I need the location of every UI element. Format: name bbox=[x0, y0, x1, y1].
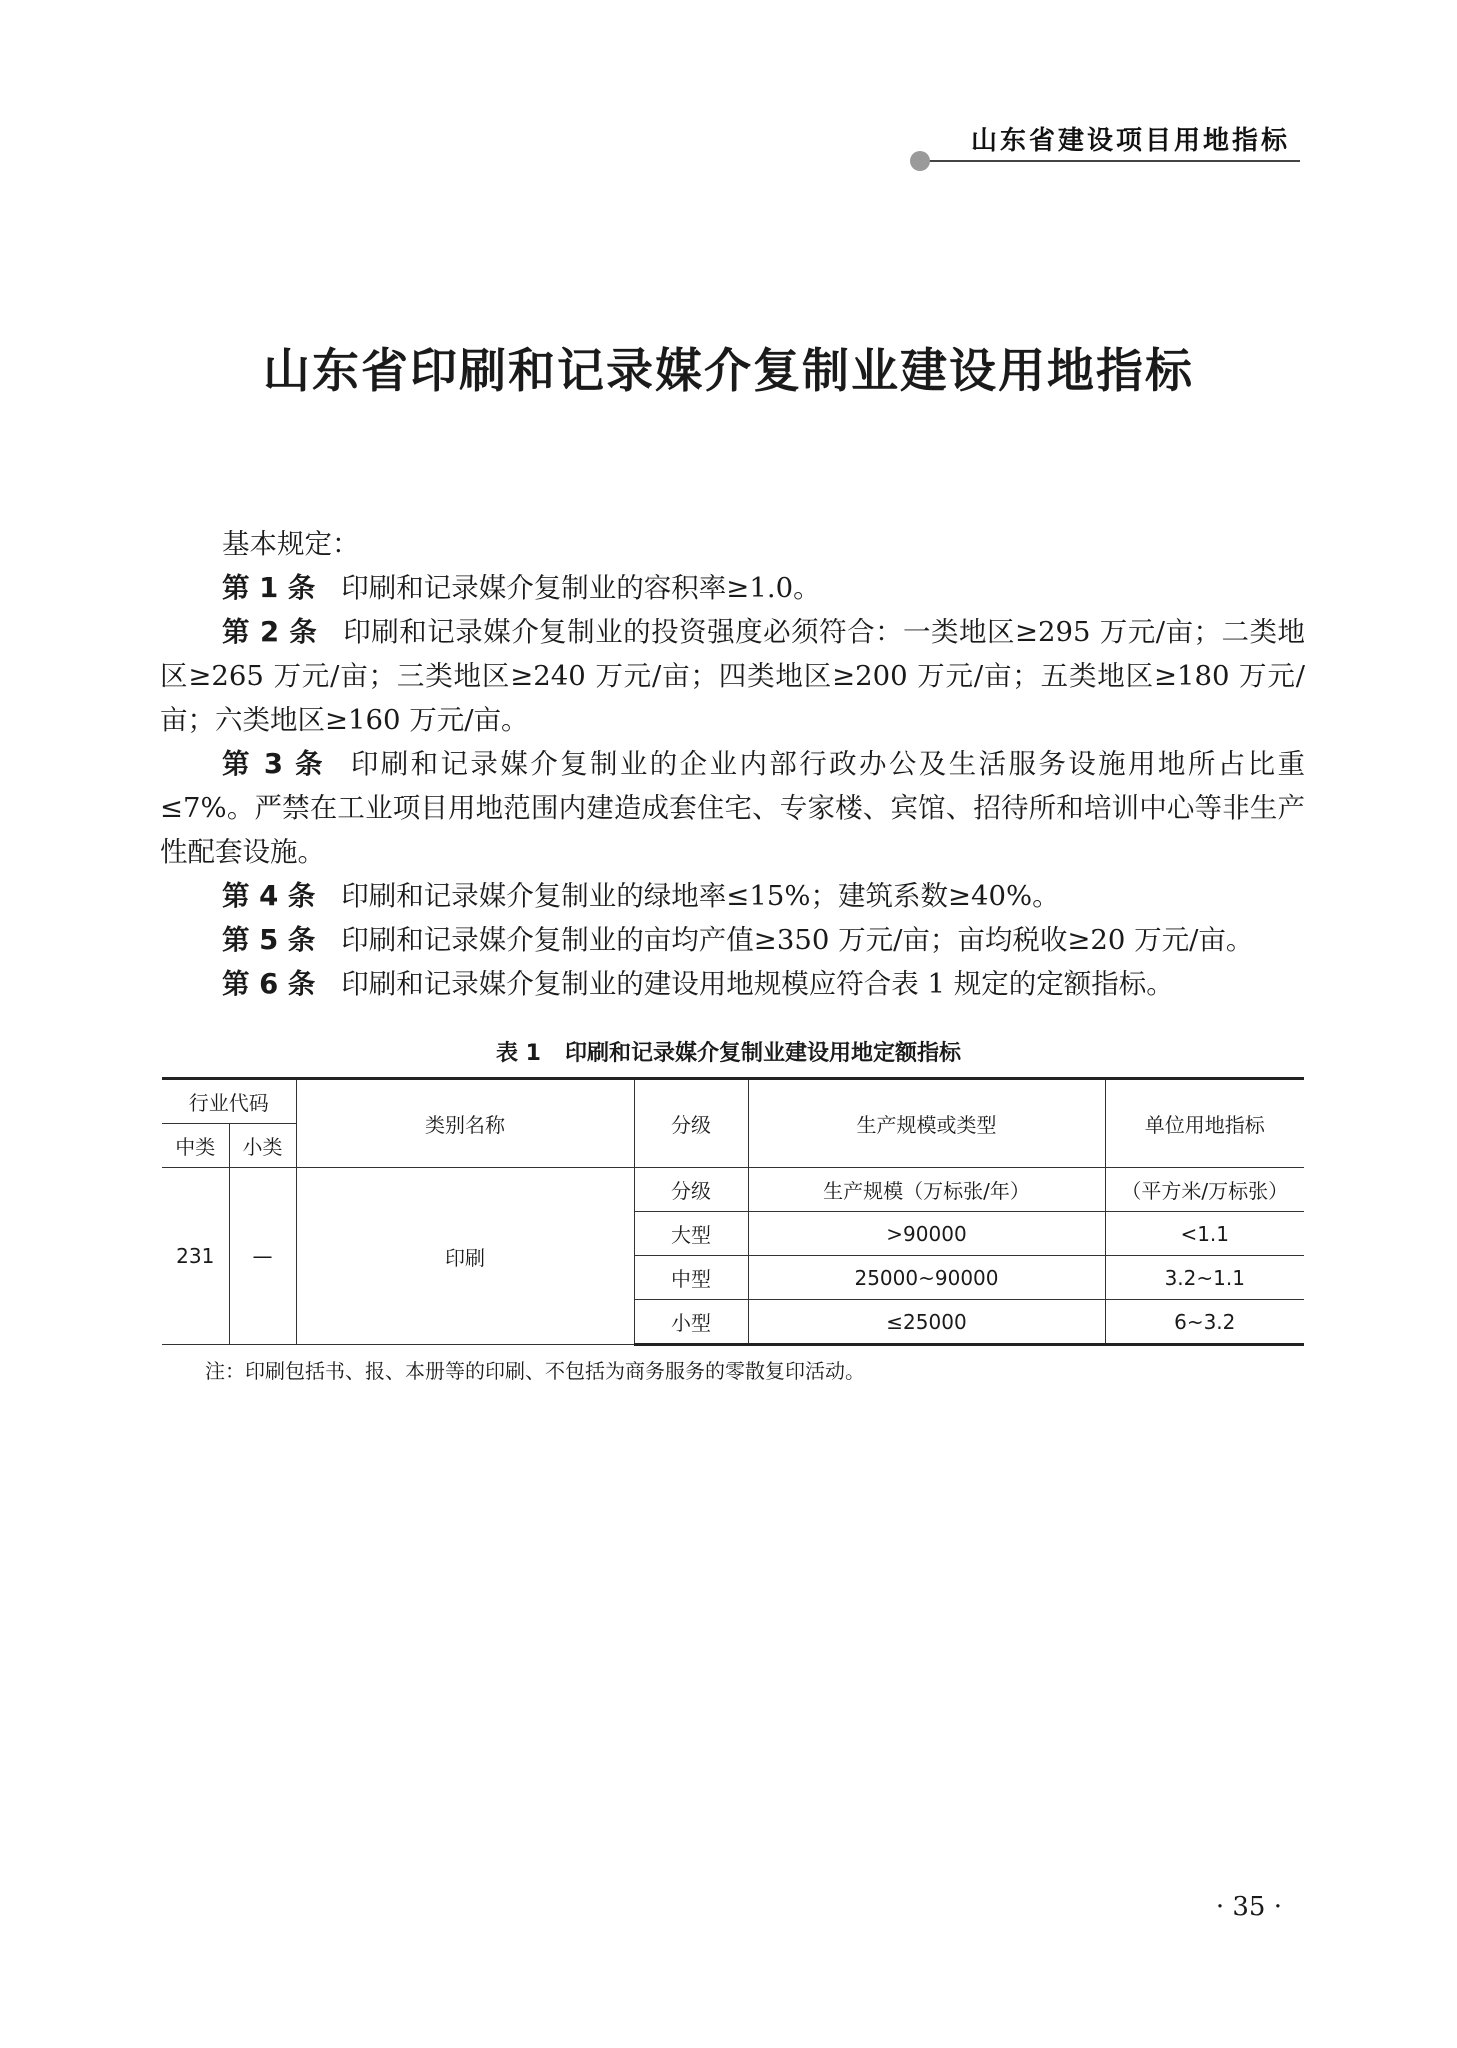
page-number: · 35 · bbox=[1215, 1892, 1282, 1922]
article-number: 第 2 条 bbox=[222, 616, 318, 648]
land-use-quota-table bbox=[162, 1077, 1304, 1346]
article-number: 第 6 条 bbox=[222, 968, 316, 1000]
article-number: 第 5 条 bbox=[222, 924, 316, 956]
article-text: 印刷和记录媒介复制业的绿地率≤15%；建筑系数≥40%。 bbox=[341, 880, 1060, 912]
article-2 bbox=[160, 610, 1305, 742]
header-grade: 分级 bbox=[634, 1079, 748, 1168]
cell-grade: 大型 bbox=[634, 1212, 748, 1256]
cell-index: （平方米/万标张） bbox=[1105, 1168, 1304, 1212]
article-text: 印刷和记录媒介复制业的亩均产值≥350 万元/亩；亩均税收≥20 万元/亩。 bbox=[341, 924, 1254, 956]
article-1 bbox=[160, 566, 1305, 610]
article-number: 第 4 条 bbox=[222, 880, 316, 912]
table-note: 注：印刷包括书、报、本册等的印刷、不包括为商务服务的零散复印活动。 bbox=[205, 1359, 865, 1383]
running-head-rule bbox=[922, 160, 1300, 162]
cell-scale: 生产规模（万标张/年） bbox=[748, 1168, 1105, 1212]
cell-scale: ≤25000 bbox=[748, 1300, 1105, 1345]
article-text: 印刷和记录媒介复制业的企业内部行政办公及生活服务设施用地所占比重≤7%。严禁在工业项目用地范围内建造成套住宅、专家楼、宾馆、招待所和培训中心等非生产性配套设施。 bbox=[160, 748, 1305, 868]
article-5 bbox=[160, 918, 1305, 962]
header-category-name: 类别名称 bbox=[296, 1079, 634, 1168]
header-industry-code: 行业代码 bbox=[162, 1079, 296, 1124]
header-mid-class: 中类 bbox=[162, 1124, 229, 1168]
cell-category-name: 印刷 bbox=[296, 1168, 634, 1345]
bullet-dot-icon bbox=[910, 151, 930, 171]
intro-label: 基本规定： bbox=[222, 528, 360, 560]
article-text: 印刷和记录媒介复制业的投资强度必须符合：一类地区≥295 万元/亩；二类地区≥265 万元/亩；三类地区≥240 万元/亩；四类地区≥200 万元/亩；五类地区≥180 万元/亩；六类地区≥160 万元/亩。 bbox=[160, 616, 1305, 736]
cell-index: <1.1 bbox=[1105, 1212, 1304, 1256]
cell-scale: >90000 bbox=[748, 1212, 1105, 1256]
cell-grade: 中型 bbox=[634, 1256, 748, 1300]
header-unit-index: 单位用地指标 bbox=[1105, 1079, 1304, 1168]
article-number: 第 3 条 bbox=[222, 748, 325, 780]
table-caption-text: 印刷和记录媒介复制业建设用地定额指标 bbox=[564, 1041, 961, 1066]
regulation-body bbox=[160, 522, 1305, 1006]
cell-sub-class: — bbox=[229, 1168, 296, 1345]
table-header-row bbox=[162, 1079, 1304, 1124]
page-title: 山东省印刷和记录媒介复制业建设用地指标 bbox=[263, 344, 1194, 399]
article-6 bbox=[160, 962, 1305, 1006]
header-sub-class: 小类 bbox=[229, 1124, 296, 1168]
article-number: 第 1 条 bbox=[222, 572, 316, 604]
cell-scale: 25000~90000 bbox=[748, 1256, 1105, 1300]
article-3 bbox=[160, 742, 1305, 874]
cell-index: 3.2~1.1 bbox=[1105, 1256, 1304, 1300]
header-scale: 生产规模或类型 bbox=[748, 1079, 1105, 1168]
cell-mid-class: 231 bbox=[162, 1168, 229, 1345]
table-caption-number: 表 1 bbox=[496, 1041, 541, 1066]
article-4 bbox=[160, 874, 1305, 918]
table-caption bbox=[0, 1036, 1457, 1067]
running-head-text: 山东省建设项目用地指标 bbox=[970, 126, 1290, 156]
article-text: 印刷和记录媒介复制业的建设用地规模应符合表 1 规定的定额指标。 bbox=[341, 968, 1174, 1000]
cell-index: 6~3.2 bbox=[1105, 1300, 1304, 1345]
table-row bbox=[162, 1168, 1304, 1212]
running-head bbox=[910, 120, 1300, 166]
cell-grade: 分级 bbox=[634, 1168, 748, 1212]
article-text: 印刷和记录媒介复制业的容积率≥1.0。 bbox=[341, 572, 821, 604]
cell-grade: 小型 bbox=[634, 1300, 748, 1345]
